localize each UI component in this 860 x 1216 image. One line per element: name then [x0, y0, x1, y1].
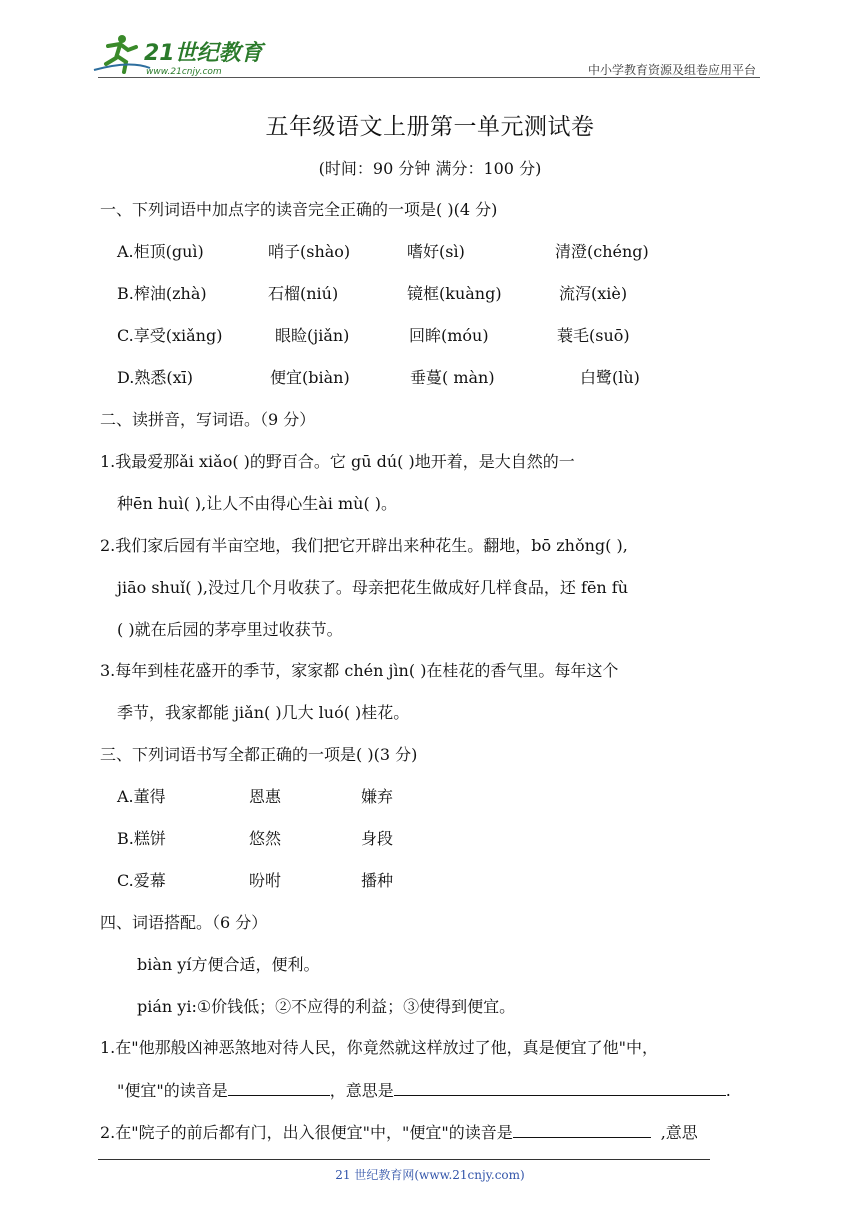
q4-2-end: ,意思	[660, 1123, 698, 1142]
choice-c-3: 播种	[361, 871, 394, 890]
section-2-heading: 二、读拼音，写词语。（9 分）	[100, 410, 316, 429]
choice-a-1: A.董得	[117, 787, 166, 806]
question-2-2-line-1: 2.我们家后园有半亩空地，我们把它开辟出来种花生。翻地，bō zhǒng( ),	[100, 536, 628, 555]
question-4-2-line-1	[100, 1122, 698, 1143]
footer-divider	[98, 1159, 710, 1160]
choice-c-2: 吩咐	[249, 871, 282, 890]
question-2-3-line-2: 季节，我家都能 jiǎn( )几大 luó( )桂花。	[117, 703, 410, 722]
option-d-4: 白鹭(lù)	[580, 368, 640, 387]
option-c-3: 回眸(móu)	[409, 326, 489, 345]
question-2-2-line-3: ( )就在后园的茅亭里过收获节。	[117, 620, 343, 639]
question-4-1-line-2	[117, 1080, 731, 1101]
choice-a-3: 嫌弃	[361, 787, 394, 806]
pronunciation-blank-1[interactable]	[228, 1080, 330, 1096]
exam-meta: (时间：90 分钟 满分：100 分)	[318, 159, 542, 178]
question-2-3-line-1: 3.每年到桂花盛开的季节，家家都 chén jìn( )在桂花的香气里。每年这个	[100, 661, 619, 680]
definition-pianyi: pián yi:①价钱低；②不应得的利益；③使得到便宜。	[137, 997, 516, 1016]
question-2-2-line-2: jiāo shuǐ( ),没过几个月收获了。母亲把花生做成好几样食品，还 fēn fù	[117, 578, 629, 597]
q4-1-prefix: "便宜"的读音是	[117, 1081, 228, 1100]
question-4-1-line-1: 1.在"他那般凶神恶煞地对待人民，你竟然就这样放过了他，真是便宜了他"中，	[100, 1038, 658, 1057]
q4-1-end: .	[725, 1081, 731, 1100]
question-2-1-line-1: 1.我最爱那ǎi xiǎo( )的野百合。它 gū dú( )地开着，是大自然的一	[100, 452, 575, 471]
choice-c-1: C.爱幕	[117, 871, 166, 890]
platform-label: 中小学教育资源及组卷应用平台	[587, 63, 756, 77]
choice-b-2: 悠然	[249, 829, 282, 848]
option-d-3: 垂蔓( màn)	[410, 368, 495, 387]
option-a-3: 嗜好(sì)	[407, 242, 465, 261]
option-d-2: 便宜(biàn)	[270, 368, 350, 387]
option-b-4: 流泻(xiè)	[559, 284, 628, 303]
choice-b-1: B.糕饼	[117, 829, 166, 848]
option-c-2: 眼睑(jiǎn)	[275, 326, 350, 345]
option-b-1: B.榨油(zhà)	[117, 284, 207, 303]
definition-bianyi: biàn yí方便合适，便利。	[137, 955, 320, 974]
meaning-blank-1[interactable]	[394, 1080, 726, 1096]
choice-b-3: 身段	[361, 829, 394, 848]
option-a-2: 哨子(shào)	[268, 242, 351, 261]
option-c-1: C.享受(xiǎng)	[117, 326, 223, 345]
header-divider	[98, 77, 760, 78]
q4-1-mid: ，意思是	[329, 1081, 394, 1100]
section-1-heading: 一、下列词语中加点字的读音完全正确的一项是( )(4 分)	[100, 200, 498, 219]
q4-2-prefix: 2.在"院子的前后都有门，出入很便宜"中，"便宜"的读音是	[100, 1123, 513, 1142]
pronunciation-blank-2[interactable]	[513, 1122, 651, 1138]
logo-text: 21世纪教育	[144, 41, 263, 66]
page-title: 五年级语文上册第一单元测试卷	[265, 114, 595, 140]
option-b-3: 镜框(kuàng)	[407, 284, 502, 303]
footer-source[interactable]: 21 世纪教育网(www.21cnjy.com)	[335, 1168, 525, 1182]
logo	[90, 30, 270, 80]
option-d-1: D.熟悉(xī)	[117, 368, 193, 387]
option-a-4: 清澄(chéng)	[555, 242, 649, 261]
section-4-heading: 四、词语搭配。（6 分）	[100, 913, 268, 932]
runner-icon	[94, 35, 150, 72]
option-c-4: 蓑毛(suō)	[557, 326, 630, 345]
logo-url: www.21cnjy.com	[146, 67, 222, 77]
option-b-2: 石榴(niú)	[268, 284, 339, 303]
question-2-1-line-2: 种ēn huì( ),让人不由得心生ài mù( )。	[117, 494, 398, 513]
option-a-1: A.柜顶(guì)	[117, 242, 204, 261]
section-3-heading: 三、下列词语书写全都正确的一项是( )(3 分)	[100, 745, 418, 764]
choice-a-2: 恩惠	[249, 787, 282, 806]
